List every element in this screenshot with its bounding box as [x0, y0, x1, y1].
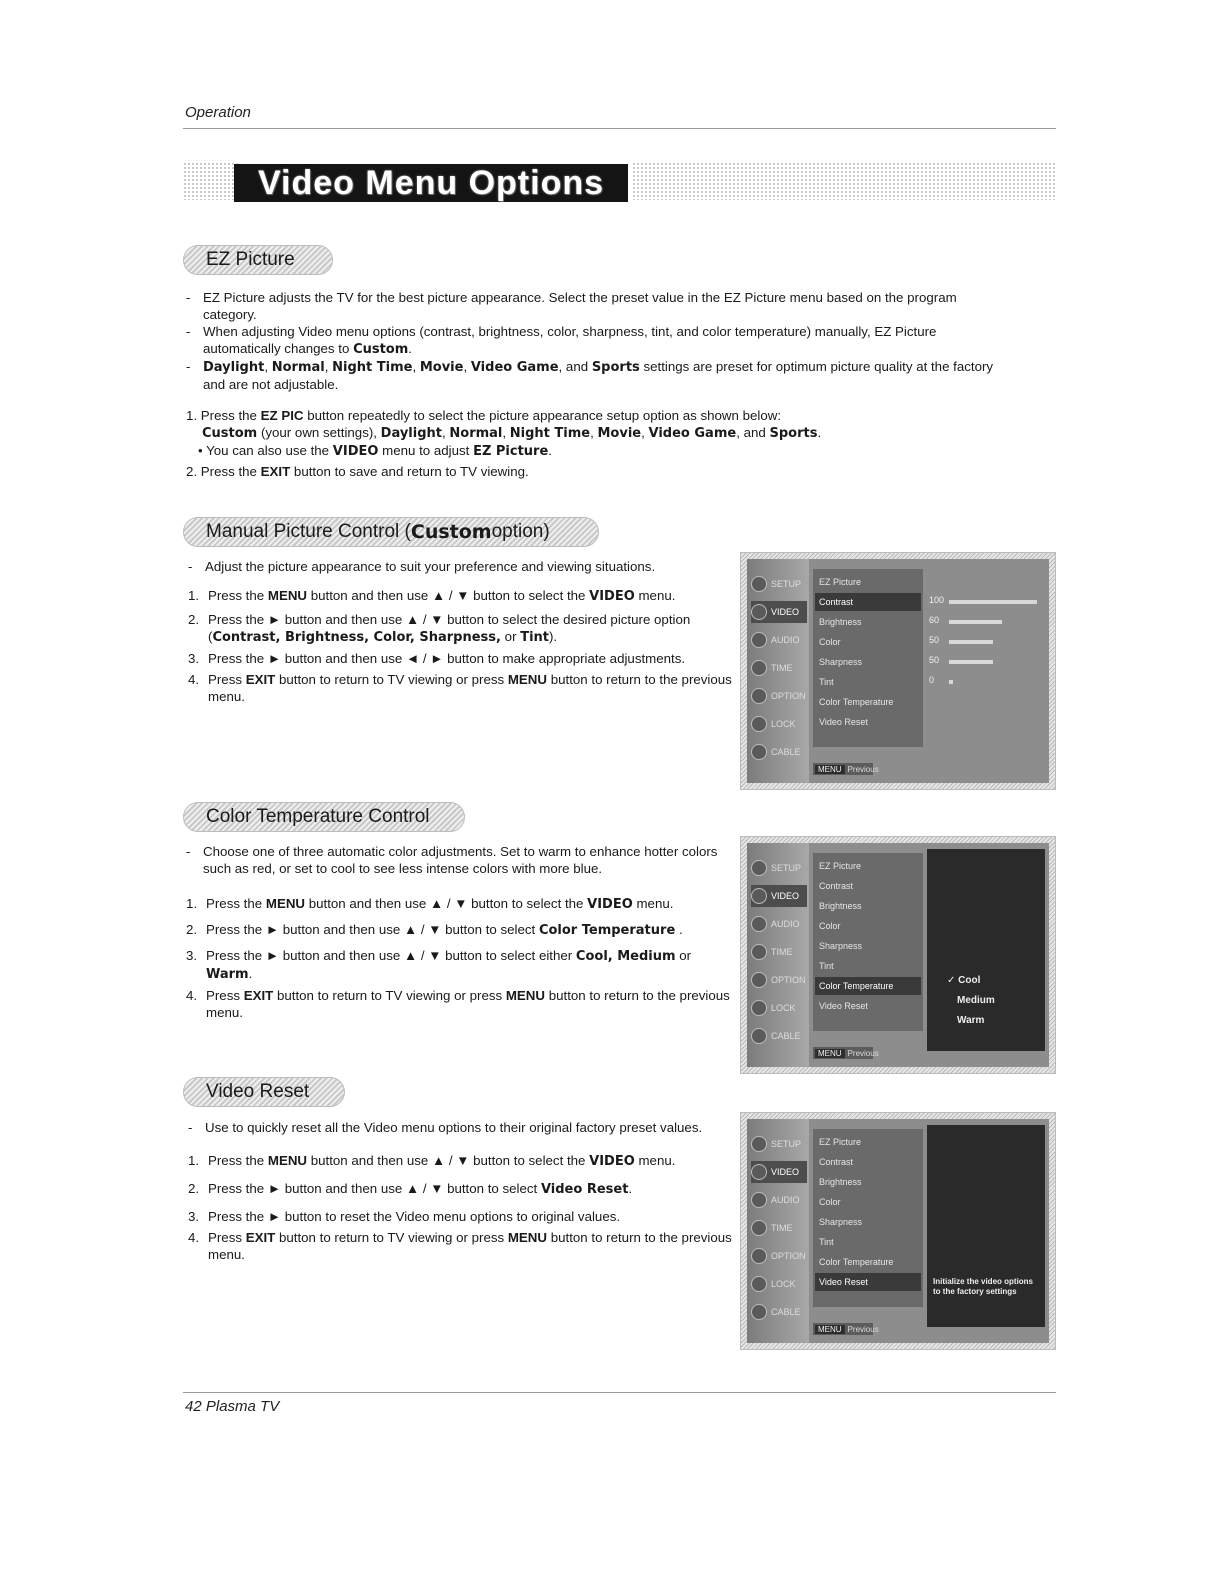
osd-option-medium: Medium [957, 995, 995, 1006]
osd-tab-video: VIDEO [751, 601, 807, 623]
osd-tab-setup: SETUP [751, 573, 807, 595]
osd-item: Brightness [819, 1177, 862, 1187]
color-step-2: 2. Press the ► button and then use ▲ / ▼ button to select Color Temperature . [186, 922, 683, 938]
video-icon [751, 1164, 767, 1180]
setup-icon [751, 576, 767, 592]
osd-menu-list [813, 853, 923, 1031]
osd-item: EZ Picture [819, 1137, 862, 1147]
osd-option-warm: Warm [957, 1015, 985, 1026]
osd-tab-cable: CABLE [751, 1301, 807, 1323]
osd-screenshot-reset [740, 1112, 1056, 1350]
osd-item: Contrast [819, 881, 854, 891]
osd-item: Color Temperature [819, 697, 894, 707]
osd-item-selected: Video Reset [815, 1273, 921, 1291]
ez-step-1-options: Custom (your own settings), Daylight, Normal, Night Time, Movie, Video Game, and Sports. [202, 425, 822, 441]
osd-item: Color [819, 921, 841, 931]
osd-item: Video Reset [819, 717, 868, 727]
ez-picture-heading: EZ Picture [183, 245, 333, 275]
osd-tab-audio: AUDIO [751, 913, 807, 935]
osd-tab-option: OPTION [751, 685, 807, 707]
ez-picture-text [186, 289, 1006, 480]
osd-item: Brightness [819, 901, 862, 911]
osd-value-brightness: 60 [929, 615, 940, 625]
osd-tab-audio: AUDIO [751, 629, 807, 651]
osd-tab-time: TIME [751, 1217, 807, 1239]
osd-tab-lock: LOCK [751, 1273, 807, 1295]
osd-tab-lock: LOCK [751, 713, 807, 735]
osd-tab-cable: CABLE [751, 741, 807, 763]
osd-tab-setup: SETUP [751, 857, 807, 879]
manual-step-4: 4. Press EXIT button to return to TV viewing or press MENU button to return to the previous menu. [188, 672, 732, 704]
audio-icon [751, 916, 767, 932]
lock-icon [751, 716, 767, 732]
osd-menu-list [813, 569, 923, 747]
checkmark-icon [751, 1304, 767, 1320]
osd-bar-tint [949, 680, 953, 684]
osd-item: EZ Picture [819, 861, 862, 871]
lock-icon [751, 1000, 767, 1016]
color-text [186, 843, 734, 1021]
osd-item: Brightness [819, 617, 862, 627]
osd-value-bars [927, 569, 1045, 747]
ez-bullet-3: - Daylight, Normal, Night Time, Movie, Video Game, and Sports settings are preset for optimum picture quality at the factory and are not adjustable. [186, 359, 994, 392]
ez-step-1: 1. Press the EZ PIC button repeatedly to select the picture appearance setup option as shown below: [186, 408, 782, 423]
option-icon [751, 1248, 767, 1264]
osd-item: Contrast [819, 1157, 854, 1167]
osd-item-selected: Contrast [815, 593, 921, 611]
osd-bar-color [949, 640, 993, 644]
osd-item: EZ Picture [819, 577, 862, 587]
osd-tab-lock: LOCK [751, 997, 807, 1019]
banner-dots-left [183, 162, 238, 200]
osd-tab-video: VIDEO [751, 1161, 807, 1183]
clock-icon [751, 1220, 767, 1236]
osd-tab-setup: SETUP [751, 1133, 807, 1155]
manual-picture-heading: Manual Picture Control ( Custom option) [183, 517, 599, 547]
ez-step-1-note: • You can also use the VIDEO menu to adjust EZ Picture. [198, 443, 552, 459]
osd-item: Color [819, 1197, 841, 1207]
banner-dots-right [632, 162, 1056, 200]
page-number: 42 Plasma TV [185, 1398, 280, 1415]
osd-screenshot-manual [740, 552, 1056, 790]
clock-icon [751, 660, 767, 676]
header-rule [183, 128, 1056, 129]
video-reset-heading: Video Reset [183, 1077, 345, 1107]
checkmark-icon [751, 744, 767, 760]
manual-text [188, 558, 736, 705]
setup-icon [751, 1136, 767, 1152]
reset-bullet: - Use to quickly reset all the Video menu options to their original factory preset values. [188, 1120, 703, 1135]
osd-value-contrast: 100 [929, 595, 945, 605]
checkmark-icon [751, 1028, 767, 1044]
osd-item: Tint [819, 677, 834, 687]
osd-item-selected: Color Temperature [815, 977, 921, 995]
osd-item: Color [819, 637, 841, 647]
option-icon [751, 972, 767, 988]
osd-tab-option: OPTION [751, 1245, 807, 1267]
osd-item: Sharpness [819, 941, 863, 951]
ez-step-2: 2. Press the EXIT button to save and return to TV viewing. [186, 464, 529, 479]
manual-step-1: 1. Press the MENU button and then use ▲ / ▼ button to select the VIDEO menu. [188, 588, 676, 604]
osd-bar-contrast [949, 600, 1037, 604]
reset-step-3: 3. Press the ► button to reset the Video menu options to original values. [188, 1209, 621, 1224]
osd-footer: MENU Previous [813, 763, 873, 775]
osd-option-cool: ✓ Cool [947, 975, 981, 986]
reset-step-4: 4. Press EXIT button to return to TV viewing or press MENU button to return to the previous menu. [188, 1230, 732, 1262]
reset-text [188, 1119, 736, 1263]
video-icon [751, 888, 767, 904]
ez-bullet-1: - EZ Picture adjusts the TV for the best picture appearance. Select the preset value in the EZ Picture menu based on the program category. [186, 290, 957, 322]
osd-bar-sharpness [949, 660, 993, 664]
color-step-1: 1. Press the MENU button and then use ▲ / ▼ button to select the VIDEO menu. [186, 896, 674, 912]
osd-reset-note: Initialize the video options to the factory settings [933, 1277, 1034, 1296]
osd-reset-panel [927, 1125, 1045, 1327]
osd-item: Color Temperature [819, 1257, 894, 1267]
osd-tab-column [747, 559, 809, 783]
osd-menu-list [813, 1129, 923, 1307]
osd-value-tint: 0 [929, 675, 935, 685]
banner-title: Video Menu Options [234, 164, 628, 202]
osd-item: Sharpness [819, 1217, 863, 1227]
osd-tab-audio: AUDIO [751, 1189, 807, 1211]
osd-tab-time: TIME [751, 941, 807, 963]
osd-screenshot-color [740, 836, 1056, 1074]
reset-step-2: 2. Press the ► button and then use ▲ / ▼ button to select Video Reset. [188, 1181, 633, 1197]
osd-tab-column [747, 843, 809, 1067]
color-step-3: 3. Press the ► button and then use ▲ / ▼ button to select either Cool, Medium or Warm. [186, 948, 692, 982]
osd-option-panel [927, 849, 1045, 1051]
footer-rule [183, 1392, 1056, 1393]
video-icon [751, 604, 767, 620]
ez-bullet-2: - When adjusting Video menu options (contrast, brightness, color, sharpness, tint, and color temperature) manually, EZ Picture automatically changes to Custom. [186, 324, 937, 357]
clock-icon [751, 944, 767, 960]
audio-icon [751, 1192, 767, 1208]
osd-footer: MENU Previous [813, 1323, 873, 1335]
osd-item: Video Reset [819, 1001, 868, 1011]
setup-icon [751, 860, 767, 876]
color-temperature-heading: Color Temperature Control [183, 802, 465, 832]
osd-tab-cable: CABLE [751, 1025, 807, 1047]
osd-item: Tint [819, 961, 834, 971]
section-label: Operation [185, 104, 251, 121]
osd-item: Tint [819, 1237, 834, 1247]
manual-step-3: 3. Press the ► button and then use ◄ / ► button to make appropriate adjustments. [188, 651, 686, 666]
color-step-4: 4. Press EXIT button to return to TV viewing or press MENU button to return to the previous menu. [186, 988, 730, 1020]
osd-item: Sharpness [819, 657, 863, 667]
color-bullet: - Choose one of three automatic color adjustments. Set to warm to enhance hotter colors such as red, or set to cool to see less intense colors with more blue. [186, 844, 718, 876]
manual-step-2: 2. Press the ► button and then use ▲ / ▼ button to select the desired picture option (Contrast, Brightness, Color, Sharpness, or Tint). [188, 612, 691, 645]
osd-tab-time: TIME [751, 657, 807, 679]
osd-tab-column [747, 1119, 809, 1343]
lock-icon [751, 1276, 767, 1292]
osd-tab-option: OPTION [751, 969, 807, 991]
osd-footer: MENU Previous [813, 1047, 873, 1059]
option-icon [751, 688, 767, 704]
osd-tab-video: VIDEO [751, 885, 807, 907]
osd-value-color: 50 [929, 635, 940, 645]
osd-value-sharpness: 50 [929, 655, 940, 665]
reset-step-1: 1. Press the MENU button and then use ▲ / ▼ button to select the VIDEO menu. [188, 1153, 676, 1169]
osd-bar-brightness [949, 620, 1002, 624]
manual-bullet: - Adjust the picture appearance to suit your preference and viewing situations. [188, 559, 656, 574]
audio-icon [751, 632, 767, 648]
